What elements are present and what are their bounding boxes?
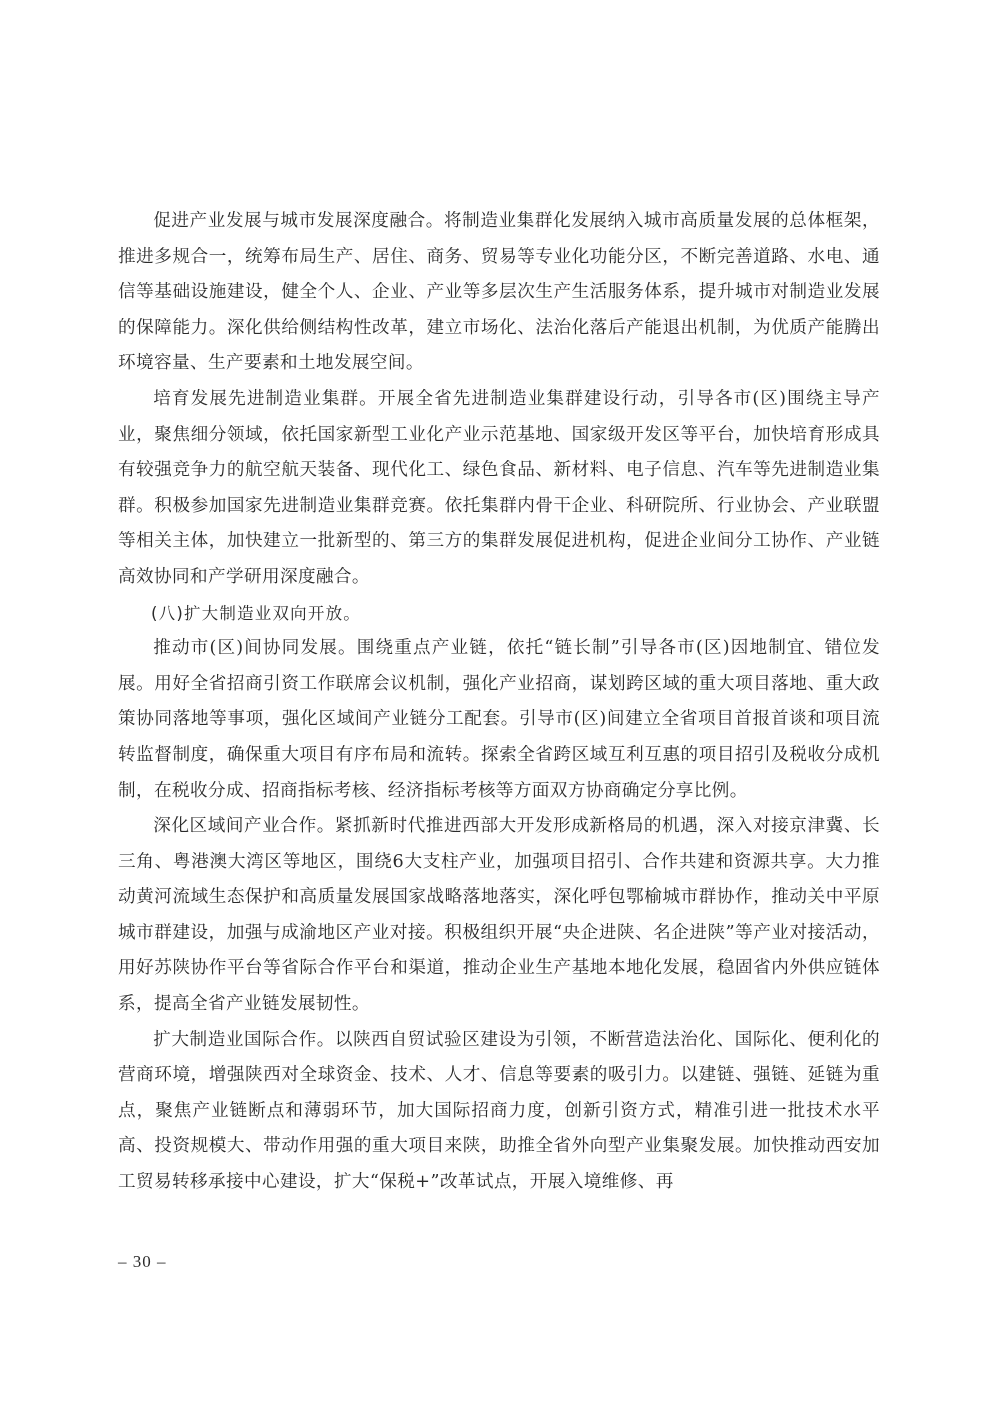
paragraph-international-cooperation: 扩大制造业国际合作。以陕西自贸试验区建设为引领，不断营造法治化、国际化、便利化的营商环境，增强陕西对全球资金、技术、人才、信息等要素的吸引力。以建链、强链、延链为重点，聚焦产业链断点和薄弱环节，加大国际招商力度，创新引资方式，精准引进一批技术水平高、投资规模大、带动作用强的重大项目来陕，助推全省外向型产业集聚发展。加快推动西安加工贸易转移承接中心建设，扩大“保税+”改革试点，开展入境维修、再 [118, 1029, 880, 1193]
paragraph-advanced-clusters: 培育发展先进制造业集群。开展全省先进制造业集群建设行动，引导各市(区)围绕主导产业，聚焦细分领域，依托国家新型工业化产业示范基地、国家级开发区等平台，加快培育形成具有较强竞争力的航空航天装备、现代化工、绿色食品、新材料、电子信息、汽车等先进制造业集群。积极参加国家先进制造业集群竞赛。依托集群内骨干企业、科研院所、行业协会、产业联盟等相关主体，加快建立一批新型的、第三方的集群发展促进机构，促进企业间分工协作、产业链高效协同和产学研用深度融合。 [118, 388, 880, 587]
paragraph-interregional-cooperation: 深化区域间产业合作。紧抓新时代推进西部大开发形成新格局的机遇，深入对接京津冀、长三角、粤港澳大湾区等地区，围绕6大支柱产业，加强项目招引、合作共建和资源共享。大力推动黄河流域生态保护和高质量发展国家战略落地落实，深化呼包鄂榆城市群协作，推动关中平原城市群建设，加强与成渝地区产业对接。积极组织开展“央企进陕、名企进陕”等产业对接活动，用好苏陕协作平台等省际合作平台和渠道，推动企业生产基地本地化发展，稳固省内外供应链体系，提高全省产业链发展韧性。 [118, 816, 880, 1015]
paragraph-regional-coordination: 推动市(区)间协同发展。围绕重点产业链，依托“链长制”引导各市(区)因地制宜、错位发展。用好全省招商引资工作联席会议机制，强化产业招商，谋划跨区域的重大项目落地、重大政策协同落地等事项，强化区域间产业链分工配套。引导市(区)间建立全省项目首报首谈和项目流转监督制度，确保重大项目有序布局和流转。探索全省跨区域互利互惠的项目招引及税收分成机制，在税收分成、招商指标考核、经济指标考核等方面双方协商确定分享比例。 [118, 638, 880, 801]
body-text [118, 204, 880, 1201]
paragraph-urban-integration: 促进产业发展与城市发展深度融合。将制造业集群化发展纳入城市高质量发展的总体框架，推进多规合一，统筹布局生产、居住、商务、贸易等专业化功能分区，不断完善道路、水电、通信等基础设施建设，健全个人、企业、产业等多层次生产生活服务体系，提升城市对制造业发展的保障能力。深化供给侧结构性改革，建立市场化、法治化落后产能退出机制，为优质产能腾出环境容量、生产要素和土地发展空间。 [118, 211, 880, 374]
section-heading-opening-up: (八)扩大制造业双向开放。 [151, 603, 361, 623]
page-number: – 30 – [118, 1252, 167, 1271]
